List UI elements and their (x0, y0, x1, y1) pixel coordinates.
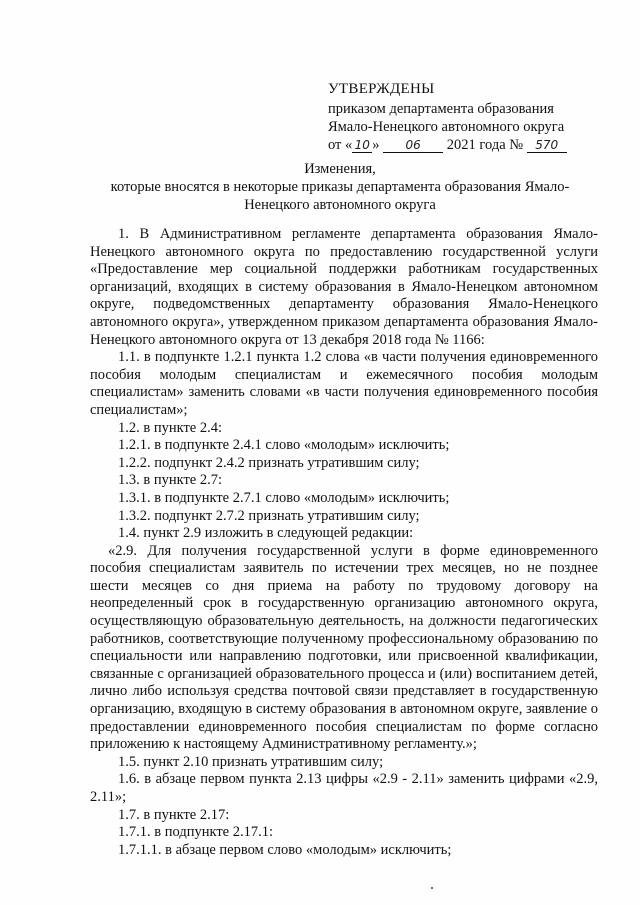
paragraph-1-7-1-1: 1.7.1.1. в абзаце первом слово «молодым» исключить; (118, 841, 452, 858)
title-line-1: Изменения, (304, 161, 376, 177)
approval-heading: УТВЕРЖДЕНЫ (328, 81, 435, 97)
paragraph-1-3: 1.3. в пункте 2.7: (118, 472, 223, 489)
date-day: 10 (352, 138, 372, 153)
paragraph-1: 1. В Административном регламенте департамента образования Ямало-Ненецкого автономного округа по предоставлению государственной услуги «Предоставление мер социальной поддержки работникам государственных организаций, входящих в систему образования в Ямало-Ненецком автономном округе, подведомственных департаменту образования Ямало-Ненецкого автономного округа», утвержденном приказом департамента образования Ямало-Ненецкого автономного округа от 13 декабря 2018 года № 1166: (90, 226, 598, 348)
approval-date-line (328, 136, 618, 154)
paragraph-1-3-1: 1.3.1. в подпункте 2.7.1 слово «молодым» исключить; (118, 489, 450, 506)
paragraph-1-4: 1.4. пункт 2.9 изложить в следующей редакции: (118, 525, 414, 542)
approval-block (328, 80, 618, 154)
paragraph-2-9: «2.9. Для получения государственной услуги в форме единовременного пособия специалистам заявитель по истечении трех месяцев, но не позднее шести месяцев со дня приема на работу по трудовому договору на неопределенный срок в государственную организацию автономного округа, осуществляющую образовательную деятельность, на должности педагогических работников, соответствующие полученному профессиональному образованию по специальности или направлению подготовки, или присвоенной квалификации, связанные с организацией образовательного процесса и (или) воспитанием детей, лично либо используя средства почтовой связи представляет в государственную организацию, входящую в систему образования в автономном округе, заявление о предоставлении единовременного пособия специалистам по форме согласно приложению к настоящему Административному регламенту.»; (90, 542, 598, 753)
paragraph-1-1: 1.1. в подпункте 1.2.1 пункта 1.2 слова «в части получения единовременного пособия молодым специалистам и ежемесячного пособия молодым специалистам» заменить словами «в части получения единовременного пособия специалистам»; (90, 349, 598, 418)
paragraph-1-6: 1.6. в абзаце первом пункта 2.13 цифры «2.9 - 2.11» заменить цифрами «2.9, 2.11»; (90, 771, 598, 805)
title-line-3: Ненецкого автономного округа (244, 197, 436, 213)
paragraph-1-2-1: 1.2.1. в подпункте 2.4.1 слово «молодым» исключить; (118, 437, 450, 454)
paragraph-1-3-2: 1.3.2. подпункт 2.7.2 признать утратившим силу; (118, 507, 420, 524)
scan-speck (431, 887, 433, 889)
date-month: 06 (383, 138, 443, 153)
paragraph-1-5: 1.5. пункт 2.10 признать утратившим силу; (118, 753, 384, 770)
paragraph-1-7: 1.7. в пункте 2.17: (118, 806, 230, 823)
approval-line-2: Ямало-Ненецкого автономного округа (328, 119, 565, 135)
date-year: 2021 года № (446, 137, 524, 153)
date-mid: » (372, 137, 380, 153)
approval-line-1: приказом департамента образования (328, 101, 554, 117)
paragraph-1-7-1: 1.7.1. в подпункте 2.17.1: (118, 824, 273, 841)
document-title (90, 160, 590, 214)
paragraph-1-2-2: 1.2.2. подпункт 2.4.2 признать утратившим силу; (118, 454, 420, 471)
order-number: 570 (527, 138, 567, 153)
title-line-2: которые вносятся в некоторые приказы департамента образования Ямало- (110, 179, 570, 195)
paragraph-1-2: 1.2. в пункте 2.4: (118, 419, 223, 436)
document-body (90, 226, 598, 859)
date-prefix: от « (328, 137, 353, 153)
